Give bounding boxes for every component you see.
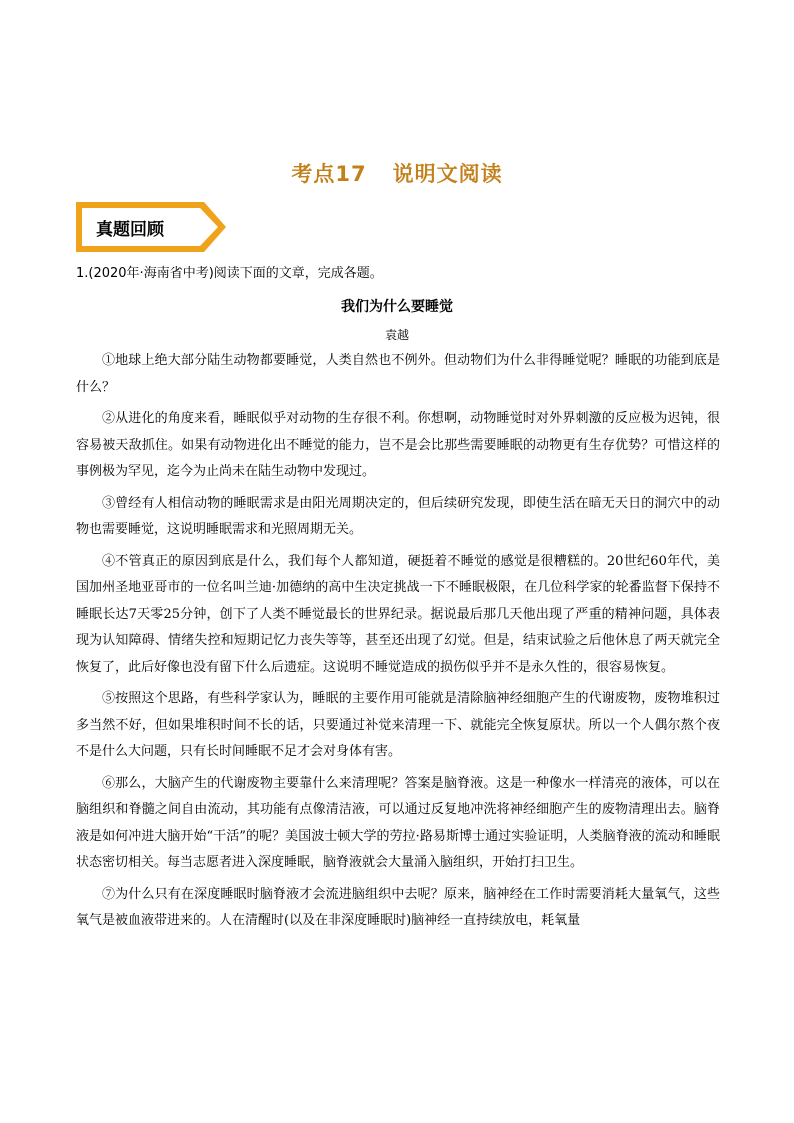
article-paragraph: ⑤按照这个思路，有些科学家认为，睡眠的主要作用可能就是清除脑神经细胞产生的代谢废物，废物堆积过多当然不好，但如果堆积时间不长的话，只要通过补觉来清理一下、就能完全恢复原状。所以一个人偶尔熬个夜不是什么大问题，只有长时间睡眠不足才会对身体有害。 bbox=[76, 691, 720, 759]
article-paragraph: ④不管真正的原因到底是什么，我们每个人都知道，硬挺着不睡觉的感觉是很糟糕的。20世纪60年代，美国加州圣地亚哥市的一位名叫兰迪·加德纳的高中生决定挑战一下不睡眠极限，在几位科学家的轮番监督下保持不睡眠长达7天零25分钟，创下了人类不睡觉最长的世界纪录。据说最后那几天他出现了严重的精神问题，具体表现为认知障碍、情绪失控和短期记忆力丧失等等，甚至还出现了幻觉。但是，结束试验之后他休息了两天就完全恢复了，此后好像也没有留下什么后遗症。这说明不睡觉造成的损伤似乎并不是永久性的，很容易恢复。 bbox=[76, 553, 720, 675]
article-body bbox=[76, 348, 720, 940]
article-title: 我们为什么要睡觉 bbox=[341, 299, 453, 315]
article-author: 袁越 bbox=[384, 328, 409, 342]
article-paragraph: ③曾经有人相信动物的睡眠需求是由阳光周期决定的，但后续研究发现，即使生活在暗无天日的洞穴中的动物也需要睡觉，这说明睡眠需求和光照周期无关。 bbox=[76, 495, 720, 537]
section-label: 真题回顾 bbox=[96, 220, 164, 240]
article-paragraph: ①地球上绝大部分陆生动物都要睡觉，人类自然也不例外。但动物们为什么非得睡觉呢？睡眠的功能到底是什么？ bbox=[76, 353, 720, 395]
page-title bbox=[0, 158, 794, 188]
page-title-prefix: 考点17 bbox=[291, 162, 367, 186]
page-title-main: 说明文阅读 bbox=[392, 162, 503, 186]
article-paragraph: ⑦为什么只有在深度睡眠时脑脊液才会流进脑组织中去呢？原来，脑神经在工作时需要消耗大量氧气，这些氧气是被血液带进来的。人在清醒时(以及在非深度睡眠时)脑神经一直持续放电，耗氧量 bbox=[76, 886, 720, 928]
article-paragraph: ⑥那么，大脑产生的代谢废物主要靠什么来清理呢？答案是脑脊液。这是一种像水一样清亮的液体，可以在脑组织和脊髓之间自由流动，其功能有点像清洁液，可以通过反复地冲洗将神经细胞产生的废物清理出去。脑脊液是如何冲进大脑开始“干活”的呢？美国波士顿大学的劳拉·路易斯博士通过实验证明，人类脑脊液的流动和睡眠状态密切相关。每当志愿者进入深度睡眠，脑脊液就会大量涌入脑组织，开始打扫卫生。 bbox=[76, 775, 720, 870]
article-paragraph: ②从进化的角度来看，睡眠似乎对动物的生存很不利。你想啊，动物睡觉时对外界刺激的反应极为迟钝，很容易被天敌抓住。如果有动物进化出不睡觉的能力，岂不是会比那些需要睡眠的动物更有生存优势？可惜这样的事例极为罕见，迄今为止尚未在陆生动物中发现过。 bbox=[76, 411, 720, 479]
section-banner bbox=[76, 202, 226, 252]
question-intro: 1.(2020年·海南省中考)阅读下面的文章，完成各题。 bbox=[76, 266, 383, 281]
